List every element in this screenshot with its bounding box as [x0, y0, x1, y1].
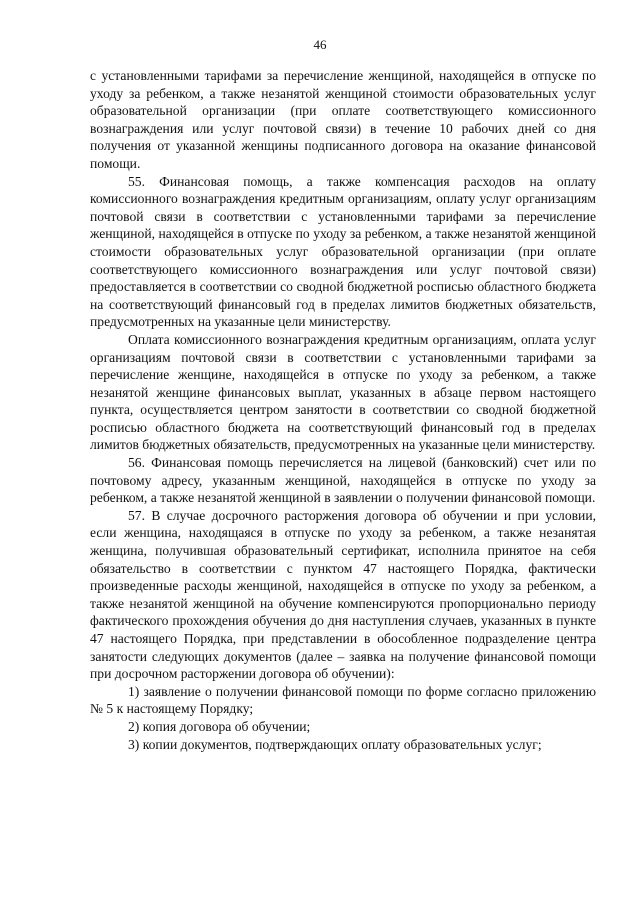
paragraph-item-55: 55. Финансовая помощь, а также компенсация расходов на оплату комиссионного вознаграждения кредитным организациям, оплату услуг организациям почтовой связи в соответствии с установленными тарифами за перечисление женщиной, находящейся в отпуске по уходу за ребенком, а также незанятой женщиной стоимости образовательных услуг образовательной организации (при оплате соответствующего комиссионного вознаграждения или услуг почтовой связи) предоставляется в соответствии со сводной бюджетной росписью областного бюджета на соответствующий финансовый год в пределах лимитов бюджетных обязательств, предусмотренных на указанные цели министерству. [90, 173, 596, 330]
paragraph-item-55-payment: Оплата комиссионного вознаграждения кредитным организациям, оплата услуг организациям почтовой связи в соответствии с установленными тарифами за перечисление женщине, находящейся в отпуске по уходу за ребенком, а также незанятой женщине финансовых выплат, указанных в абзаце первом настоящего пункта, осуществляется центром занятости в соответствии со сводной бюджетной росписью областного бюджета на соответствующий финансовый год в пределах лимитов бюджетных обязательств, предусмотренных на указанные цели министерству. [90, 331, 596, 453]
paragraph-item-56: 56. Финансовая помощь перечисляется на лицевой (банковский) счет или по почтовому адресу, указанным женщиной, находящейся в отпуске по уходу за ребенком, а также незанятой женщиной в заявлении о получении финансовой помощи. [90, 455, 596, 506]
paragraph-item-57: 57. В случае досрочного расторжения договора об обучении и при условии, если женщина, находящаяся в отпуске по уходу за ребенком, а также незанятая женщина, получившая образовательный сертификат, исполнила принятое на себя обязательство в соответствии с пунктом 47 настоящего Порядка, фактически произведенные расходы женщиной, находящейся в отпуске по уходу за ребенком, а также незанятой женщиной на обучение компенсируются пропорционально периоду фактического прохождения обучения до дня наступления случаев, указанных в пункте 47 настоящего Порядка, при представлении в обособленное подразделение центра занятости следующих документов (далее – заявка на получение финансовой помощи при досрочном расторжении договора об обучении): [90, 507, 596, 682]
list-item-2: 2) копия договора об обучении; [128, 718, 311, 734]
paragraph-continuation: с установленными тарифами за перечисление женщиной, находящейся в отпуске по уходу за ребенком, а также незанятой женщиной стоимости образовательных услуг образовательной организации (при оплате соответствующего комиссионного вознаграждения или услуг почтовой связи) в течение 10 рабочих дней со дня получения от указанной женщины подписанного договора на оказание финансовой помощи. [90, 68, 596, 171]
document-body [90, 67, 596, 753]
list-item-1: 1) заявление о получении финансовой помощи по форме согласно приложению № 5 к настоящему Порядку; [90, 683, 596, 717]
list-item-3: 3) копии документов, подтверждающих оплату образовательных услуг; [128, 736, 542, 752]
page-number: 46 [313, 37, 327, 52]
